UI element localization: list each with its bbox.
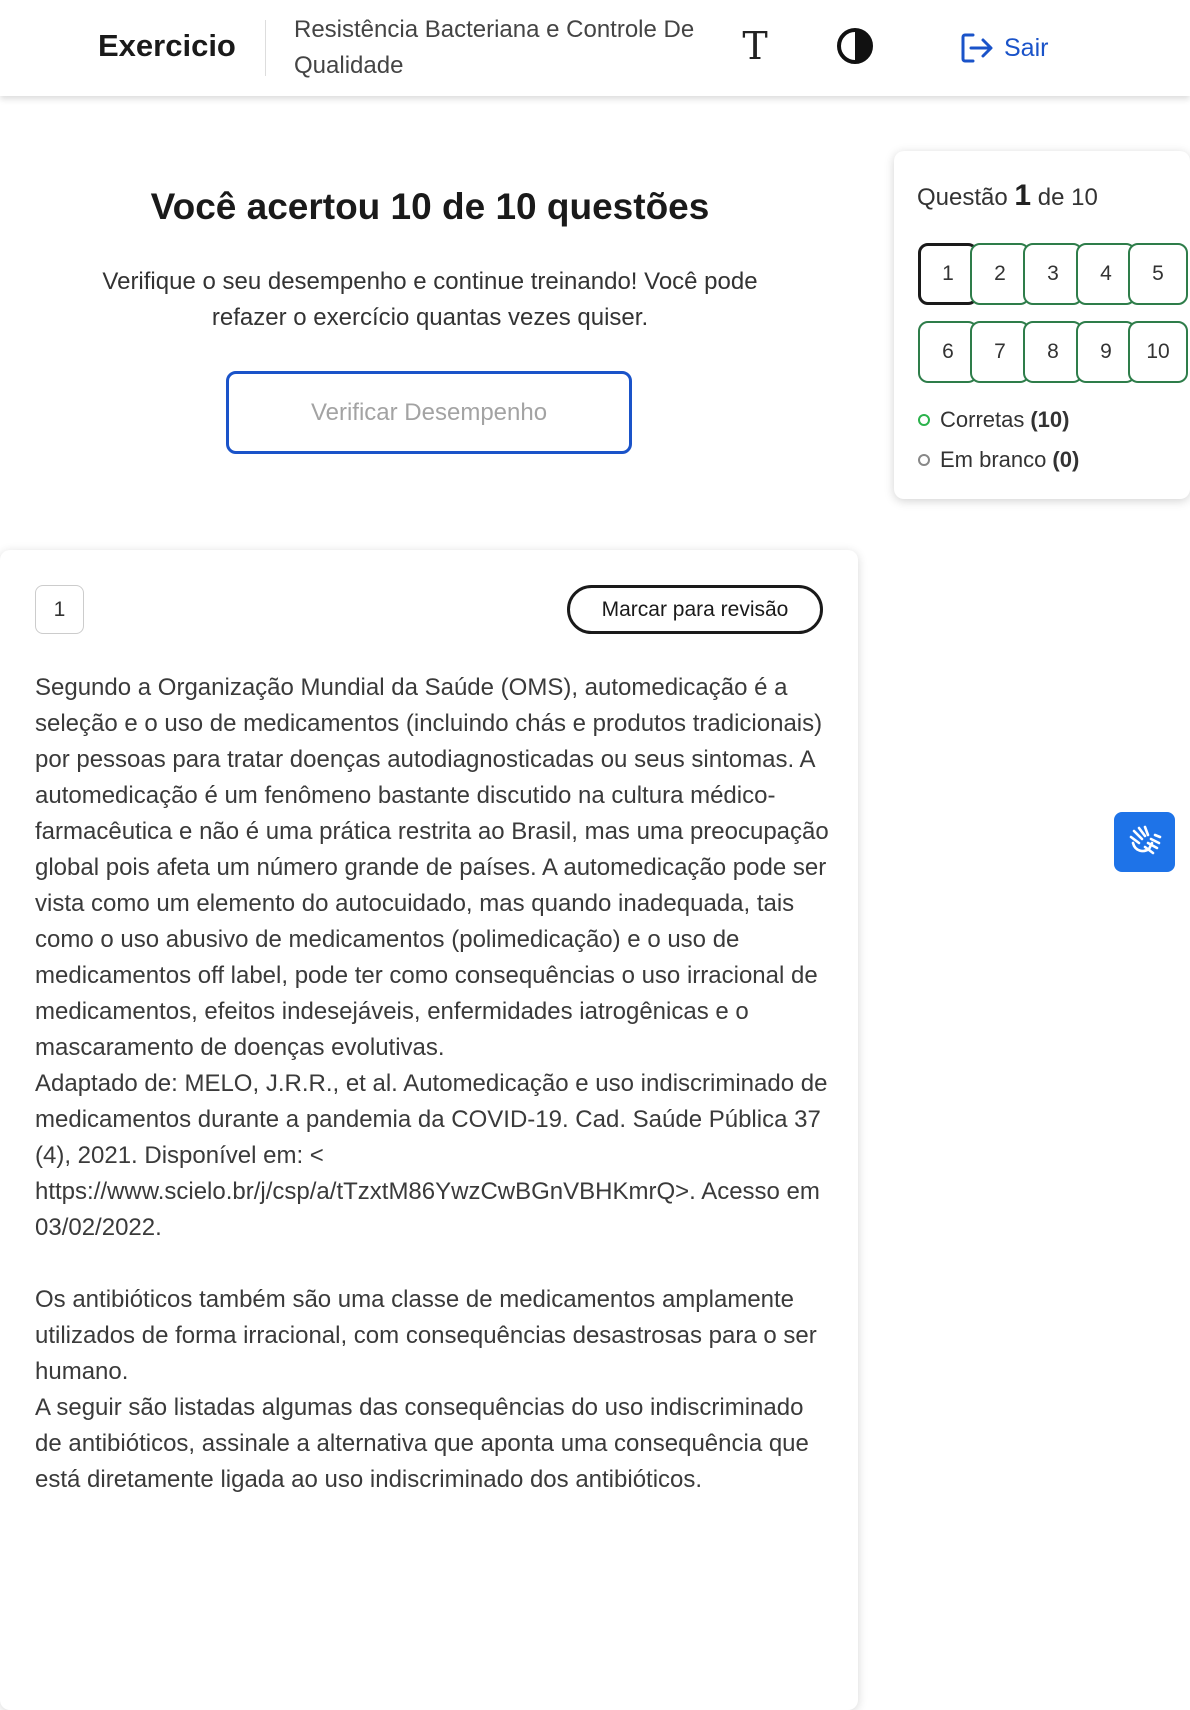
question-number-badge: 1 — [35, 585, 84, 634]
sign-language-button[interactable] — [1114, 812, 1175, 872]
question-counter-suffix: de 10 — [1037, 184, 1098, 211]
course-title: Resistência Bacteriana e Controle De Qualidade — [294, 16, 695, 79]
logout-button[interactable] — [960, 28, 1048, 68]
statement-prompt: A seguir são listadas algumas das consequências do uso indiscriminado de antibióticos, assinale a alternativa que aponta uma consequência que está diretamente ligada ao uso indiscriminado dos antibióticos. — [35, 1394, 809, 1493]
legend-correct-label: Corretas — [940, 407, 1025, 432]
statement-paragraph: Segundo a Organização Mundial da Saúde (OMS), automedicação é a seleção e o uso de medicamentos (incluindo chás e produtos tradicionais) por pessoas para tratar doenças autodiagnosticadas ou seus sintomas. A automedicação é um fenômeno bastante discutido na cultura médico-farmacêutica e não é uma prática restrita ao Brasil, mas uma preocupação global pois afeta um número grande de países. A automedicação pode ser vista como um elemento do autocuidado, mas quando inadequada, tais como o uso abusivo de medicamentos (polimedicação) e o uso de medicamentos off label, pode ter como consequências o uso irracional de medicamentos, efeitos indesejáveis, enfermidades iatrogênicas e o mascaramento de doenças evolutivas. — [35, 674, 829, 1061]
contrast-button[interactable] — [836, 27, 874, 65]
header-divider — [265, 20, 266, 76]
font-size-button[interactable]: T — [742, 24, 768, 68]
legend-blank-label: Em branco — [940, 447, 1047, 472]
statement-reference: Adaptado de: MELO, J.R.R., et al. Automedicação e uso indiscriminado de medicamentos durante a pandemia da COVID-19. Cad. Saúde Pública 37 (4), 2021. Disponível em: < https://www.scielo.br/j/csp/a/tTzxtM86YwzCwBGnVBHKmrQ>. Acesso em 03/02/2022. — [35, 1070, 828, 1241]
result-subtitle: Verifique o seu desempenho e continue treinando! Você pode refazer o exercício quantas vezes quiser. — [102, 268, 758, 331]
legend-correct-count: (10) — [1030, 407, 1070, 432]
question-navigator — [894, 151, 1190, 499]
app-brand: Exercicio — [98, 28, 236, 63]
legend-blank-count: (0) — [1052, 447, 1080, 472]
mark-for-review-button[interactable]: Marcar para revisão — [567, 585, 823, 634]
blank-dot-icon — [918, 454, 930, 466]
question-counter-current: 1 — [1014, 179, 1032, 212]
contrast-icon — [836, 27, 874, 65]
logout-icon — [960, 32, 994, 64]
question-button-7[interactable]: 7 — [970, 321, 1030, 383]
top-header — [0, 0, 1190, 96]
question-button-2[interactable]: 2 — [970, 243, 1030, 305]
question-statement — [35, 670, 835, 1498]
question-button-3[interactable]: 3 — [1023, 243, 1083, 305]
question-button-1[interactable]: 1 — [918, 243, 978, 305]
question-button-4[interactable]: 4 — [1076, 243, 1136, 305]
question-button-5[interactable]: 5 — [1128, 243, 1188, 305]
legend-correct — [918, 407, 1069, 433]
statement-paragraph: Os antibióticos também são uma classe de medicamentos amplamente utilizados de forma irracional, com consequências desastrosas para o ser humano. — [35, 1286, 817, 1385]
verify-performance-button[interactable]: Verificar Desempenho — [226, 371, 632, 454]
question-counter — [917, 179, 1098, 213]
correct-dot-icon — [918, 414, 930, 426]
logout-label: Sair — [1004, 33, 1049, 62]
question-button-9[interactable]: 9 — [1076, 321, 1136, 383]
question-button-10[interactable]: 10 — [1128, 321, 1188, 383]
question-button-8[interactable]: 8 — [1023, 321, 1083, 383]
question-card — [0, 550, 858, 1710]
question-button-6[interactable]: 6 — [918, 321, 978, 383]
paragraph-spacer — [35, 1246, 835, 1282]
question-counter-prefix: Questão — [917, 184, 1008, 211]
sign-language-hands-icon — [1125, 823, 1165, 861]
result-title: Você acertou 10 de 10 questões — [150, 186, 710, 227]
legend-blank — [918, 447, 1079, 473]
